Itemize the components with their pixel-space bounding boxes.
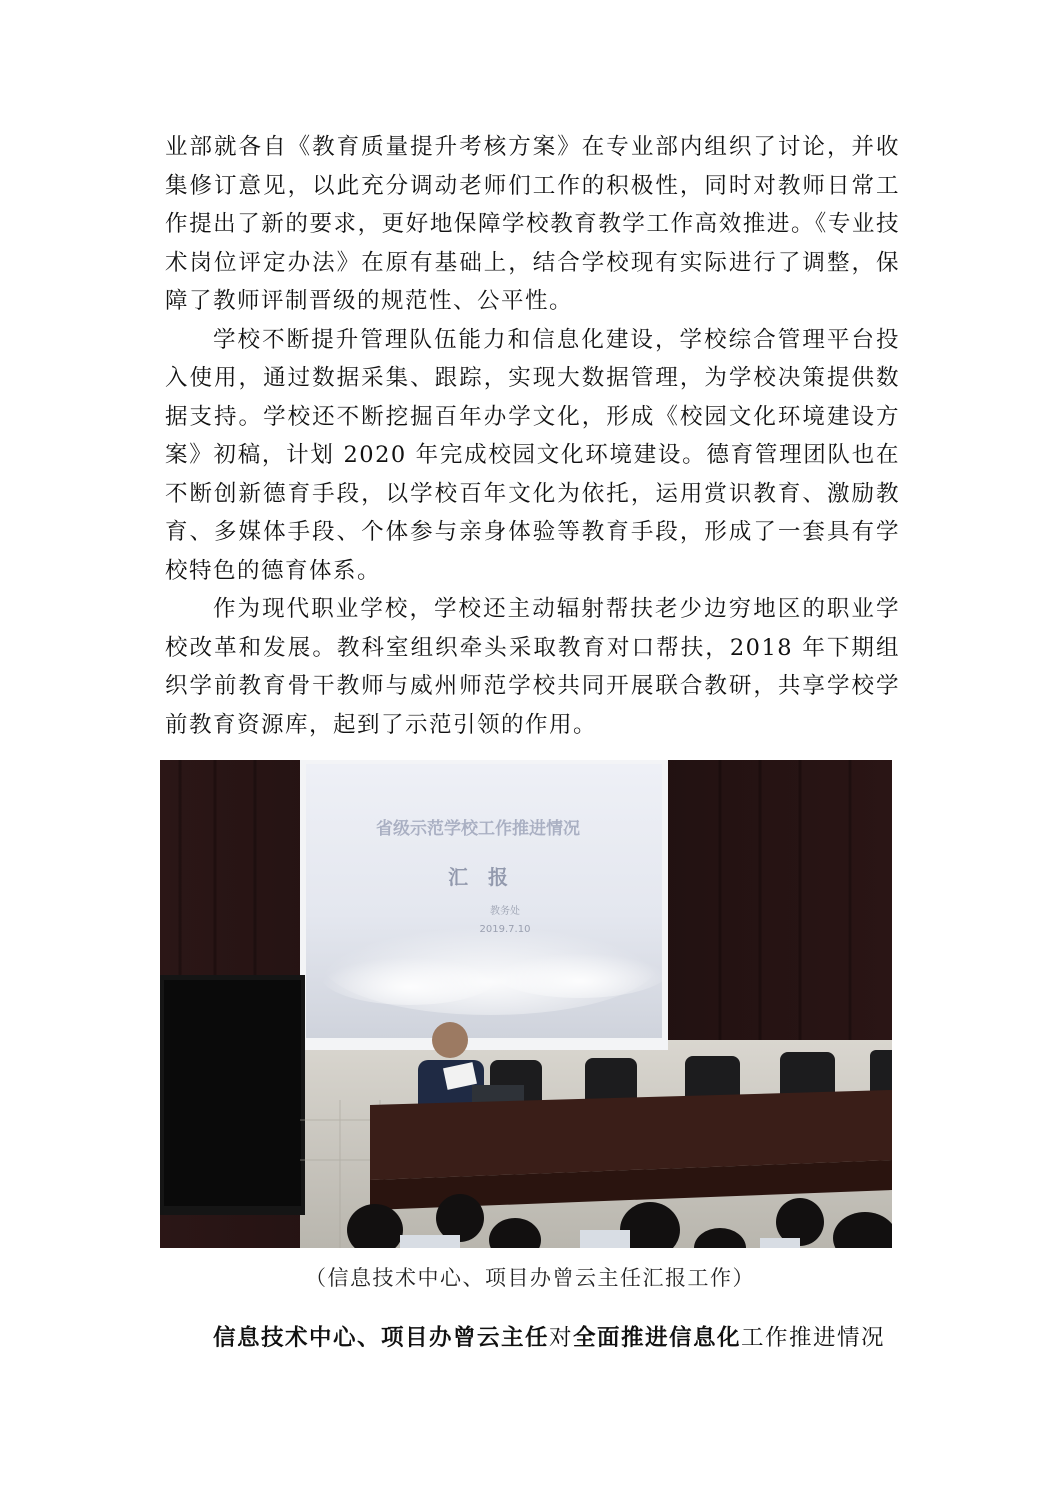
- body-text: [165, 128, 900, 744]
- paragraph-3: 作为现代职业学校，学校还主动辐射帮扶老少边穷地区的职业学校改革和发展。教科室组织牵头采取教育对口帮扶，2018 年下期组织学前教育骨干教师与威州师范学校共同开展联合教研，共享学校学前教育资源库，起到了示范引领的作用。: [165, 596, 900, 738]
- normal-phrase-2: 工作推进情况: [741, 1325, 886, 1351]
- bold-phrase-2: 全面推进信息化: [573, 1325, 742, 1351]
- paragraph-2: 学校不断提升管理队伍能力和信息化建设，学校综合管理平台投入使用，通过数据采集、跟踪，实现大数据管理，为学校决策提供数据支持。学校还不断挖掘百年办学文化，形成《校园文化环境建设方案》初稿，计划 2020 年完成校园文化环境建设。德育管理团队也在不断创新德育手段，以学校百年文化为依托，运用赏识教育、激励教育、多媒体手段、个体参与亲身体验等教育手段，形成了一套具有学校特色的德育体系。: [165, 326, 900, 584]
- meeting-photo: [160, 760, 892, 1248]
- bold-phrase-1: 信息技术中心、项目办曾云主任: [213, 1325, 550, 1351]
- paragraph-1: 业部就各自《教育质量提升考核方案》在专业部内组织了讨论，并收集修订意见，以此充分调动老师们工作的积极性，同时对教师日常工作提出了新的要求，更好地保障学校教育教学工作高效推进。《专业技术岗位评定办法》在原有基础上，结合学校现有实际进行了调整，保障了教师评制晋级的规范性、公平性。: [165, 134, 900, 314]
- trailing-sentence: [213, 1320, 885, 1352]
- slide-date: 2019.7.10: [479, 924, 531, 935]
- slide-title: 省级示范学校工作推进情况: [376, 819, 580, 839]
- photo-caption: （信息技术中心、项目办曾云主任汇报工作）: [305, 1266, 755, 1290]
- normal-phrase-1: 对: [549, 1325, 574, 1351]
- slide-department: 教务处: [490, 906, 520, 917]
- slide-subtitle: 汇 报: [448, 865, 508, 889]
